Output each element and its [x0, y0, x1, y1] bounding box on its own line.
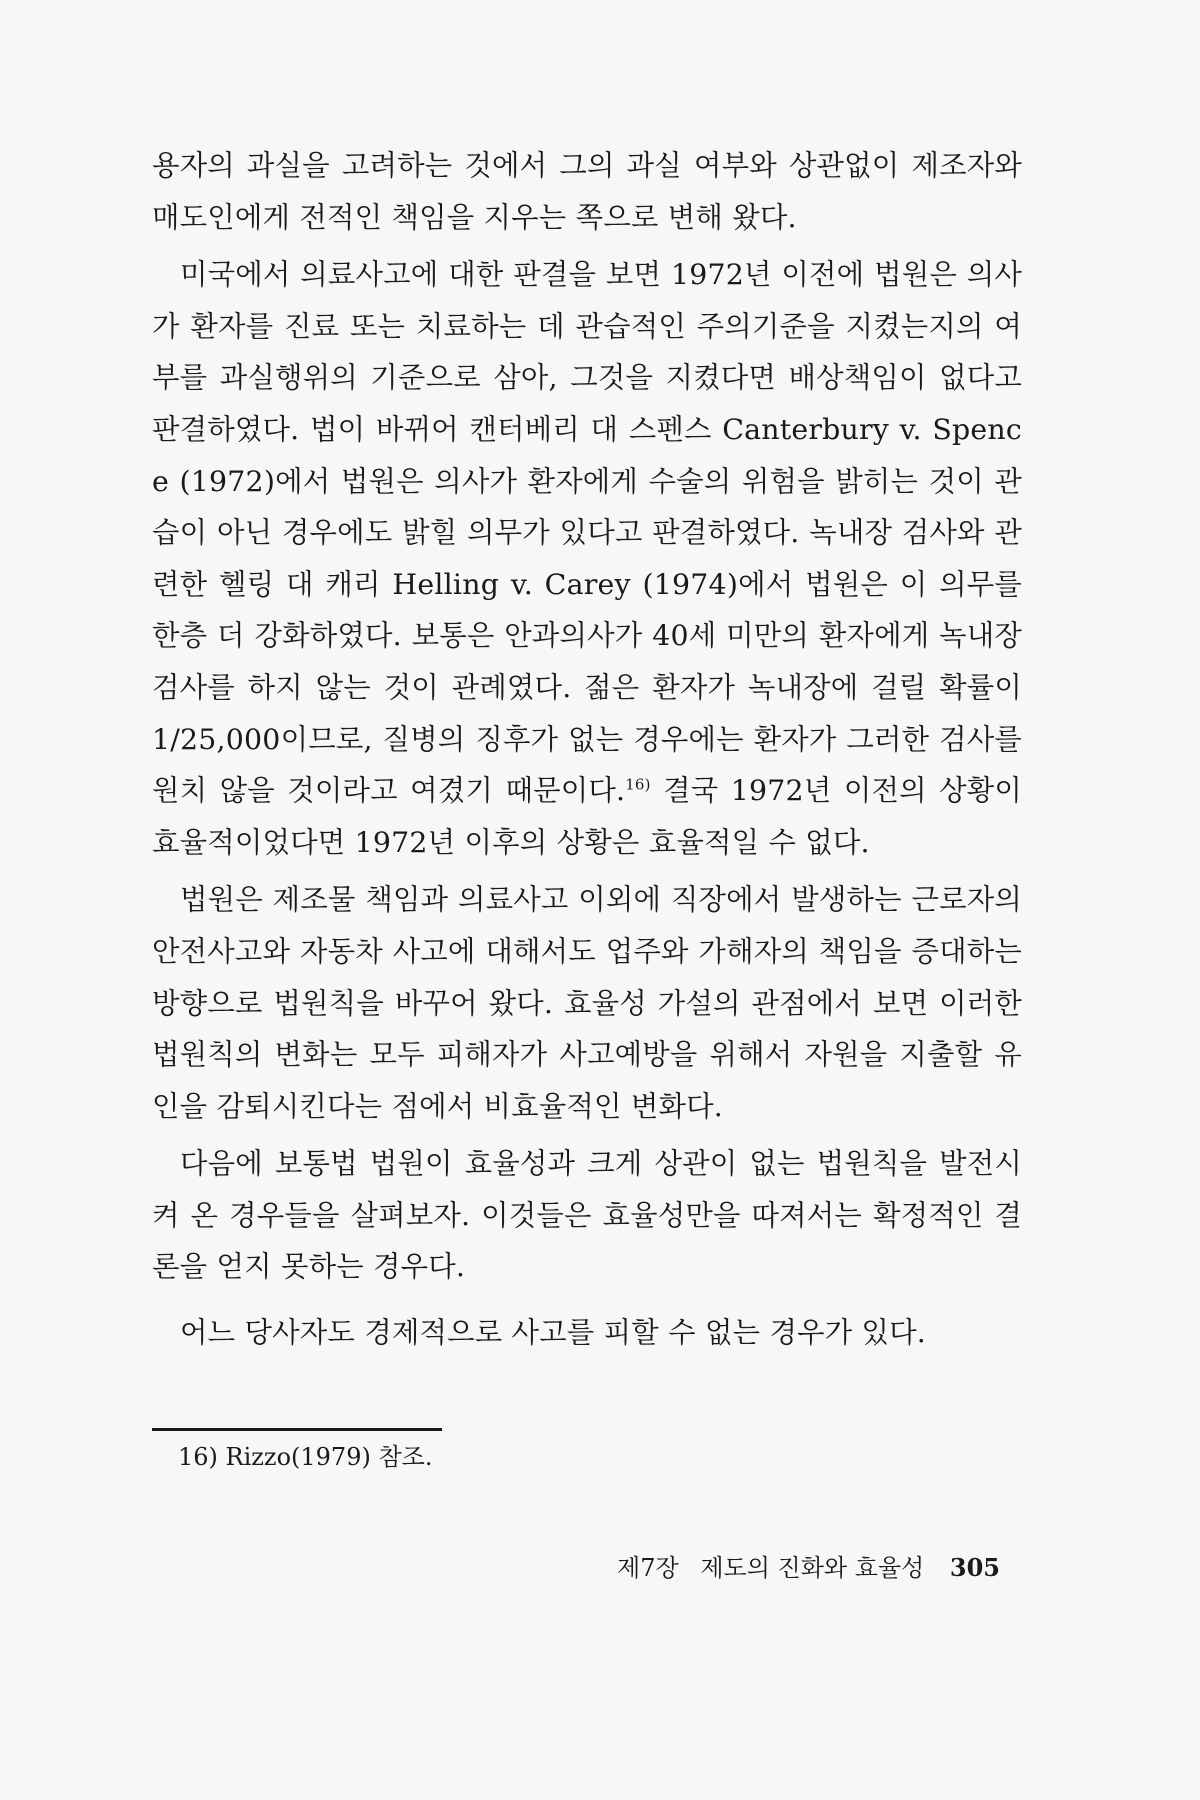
footnote-reference[interactable]: 16)	[625, 775, 651, 794]
paragraph-2-text: 미국에서 의료사고에 대한 판결을 보면 1972년 이전에 법원은 의사가 환자를 진료 또는 치료하는 데 관습적인 주의기준을 지켰는지의 여부를 과실행위의 기준으로 삼아, 그것을 지켰다면 배상책임이 없다고 판결하였다. 법이 바뀌어 캔터베리 대 스펜스 Canterbury v. Spence (1972)에서 법원은 의사가 환자에게 수술의 위험을 밝히는 것이 관습이 아닌 경우에도 밝힐 의무가 있다고 판결하였다. 녹내장 검사와 관련한 헬링 대 캐리 Helling v. Carey (1974)에서 법원은 이 의무를 한층 더 강화하였다. 보통은 안과의사가 40세 미만의 환자에게 녹내장 검사를 하지 않는 것이 관례였다. 젊은 환자가 녹내장에 걸릴 확률이 1/25,000이므로, 질병의 징후가 없는 경우에는 환자가 그러한 검사를 원치 않을 것이라고 여겼기 때문이다.	[152, 258, 1022, 808]
chapter-title: 제도의 진화와 효율성	[700, 1554, 925, 1582]
page-number: 305	[949, 1553, 1000, 1582]
paragraph-2-tail: 결국 1972년 이전의 상황이 효율적이었다면 1972년 이후의 상황은 효율적일 수 없다.	[152, 774, 1022, 859]
paragraph-5: 어느 당사자도 경제적으로 사고를 피할 수 없는 경우가 있다.	[180, 1316, 927, 1350]
footnote-divider	[152, 1428, 442, 1431]
body-text	[152, 140, 1022, 1359]
paragraph-2	[152, 249, 1022, 868]
footnote: 16) Rizzo(1979) 참조.	[178, 1443, 433, 1471]
paragraph-3: 법원은 제조물 책임과 의료사고 이외에 직장에서 발생하는 근로자의 안전사고와 자동차 사고에 대해서도 업주와 가해자의 책임을 증대하는 방향으로 법원칙을 바꾸어 왔다. 효율성 가설의 관점에서 보면 이러한 법원칙의 변화는 모두 피해자가 사고예방을 위해서 자원을 지출할 유인을 감퇴시킨다는 점에서 비효율적인 변화다.	[152, 883, 1022, 1123]
paragraph-1: 용자의 과실을 고려하는 것에서 그의 과실 여부와 상관없이 제조자와 매도인에게 전적인 책임을 지우는 쪽으로 변해 왔다.	[152, 149, 1022, 234]
chapter-label: 제7장	[617, 1554, 679, 1582]
page-footer	[617, 1552, 1000, 1584]
paragraph-4: 다음에 보통법 법원이 효율성과 크게 상관이 없는 법원칙을 발전시켜 온 경우들을 살펴보자. 이것들은 효율성만을 따져서는 확정적인 결론을 얻지 못하는 경우다.	[152, 1147, 1022, 1284]
